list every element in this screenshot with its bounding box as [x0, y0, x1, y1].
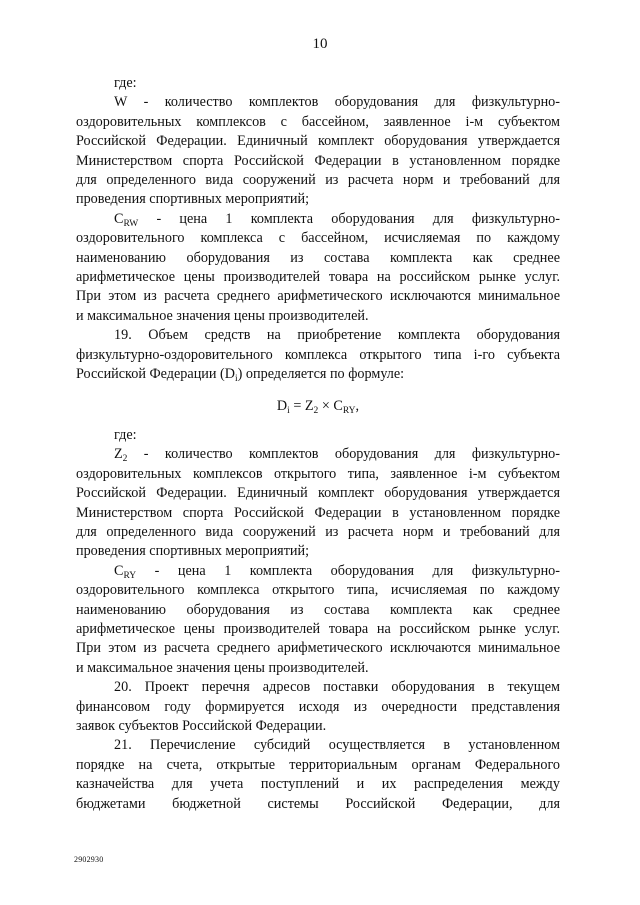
text-line — [76, 190, 560, 209]
text-line — [76, 795, 560, 814]
text-span: и максимальное значения цены производителей. — [76, 307, 369, 324]
text-span: D — [276, 397, 288, 414]
text-span: арифметическое цены производителей товара на российском рынке услуг. — [76, 620, 560, 637]
text-line — [76, 484, 560, 503]
text-line — [76, 620, 560, 639]
text-span: - цена 1 комплекта оборудования для физкультурно- — [138, 210, 560, 227]
text-span: оздоровительных комплексов открытого типа, заявленное i-м субъектом — [76, 465, 560, 482]
text-span: W - количество комплектов оборудования для физкультурно- — [114, 94, 560, 111]
text-line — [76, 326, 560, 345]
text-span: заявок субъектов Российской Федерации. — [76, 718, 327, 734]
text-span: , — [355, 397, 360, 414]
text-span: для определенного вида сооружений из расчета норм и требований для — [76, 172, 560, 189]
text-span: Z — [114, 446, 123, 463]
text-span: проведения спортивных мероприятий; — [76, 543, 310, 560]
text-line — [76, 717, 560, 736]
text-line — [76, 756, 560, 775]
text-line — [76, 93, 560, 112]
subscript: RY — [123, 570, 137, 581]
text-line — [76, 365, 560, 384]
footer-code: 2902930 — [74, 855, 104, 864]
text-span: финансовом году формируется исходя из очередности представления — [76, 698, 560, 715]
document-body — [76, 74, 560, 814]
text-span: 19. Объем средств на приобретение комплекта оборудования — [114, 327, 560, 344]
text-line — [76, 698, 560, 717]
text-line — [76, 171, 560, 190]
text-line — [76, 542, 560, 561]
text-span: При этом из расчета среднего арифметического исключаются минимальное — [76, 288, 560, 305]
text-span: где: — [114, 426, 137, 443]
formula — [76, 385, 560, 426]
text-line — [76, 465, 560, 484]
text-span: Российской Федерации. Единичный комплект оборудования утверждается — [76, 485, 560, 502]
text-line — [76, 426, 560, 445]
text-span: и максимальное значения цены производителей. — [76, 659, 369, 676]
subscript: RW — [123, 218, 139, 229]
subscript: i — [235, 374, 238, 385]
text-line — [76, 445, 560, 464]
text-line — [76, 268, 560, 287]
text-line — [76, 523, 560, 542]
text-span: наименованию оборудования из состава комплекта как среднее — [76, 601, 560, 618]
text-line — [76, 249, 560, 268]
text-span: арифметическое цены производителей товара на российском рынке услуг. — [76, 269, 560, 286]
text-span: - цена 1 комплекта оборудования для физкультурно- — [136, 562, 560, 579]
text-line — [76, 132, 560, 151]
text-line — [76, 229, 560, 248]
text-line — [76, 581, 560, 600]
text-line — [76, 601, 560, 620]
text-line — [76, 152, 560, 171]
text-span: физкультурно-оздоровительного комплекса открытого типа i-го субъекта — [76, 346, 560, 363]
text-span: × C — [318, 397, 343, 414]
text-line — [76, 775, 560, 794]
text-span: оздоровительного комплекса с бассейном, исчисляемая по каждому — [76, 230, 560, 247]
subscript: 2 — [122, 454, 128, 465]
text-span: Министерством спорта Российской Федерации в установленном порядке — [76, 152, 560, 169]
text-span: = Z — [289, 397, 314, 414]
text-line — [76, 659, 560, 678]
subscript: 2 — [313, 405, 319, 416]
text-line — [76, 504, 560, 523]
text-span: наименованию оборудования из состава комплекта как среднее — [76, 249, 560, 266]
text-line — [76, 287, 560, 306]
text-span: где: — [114, 75, 137, 91]
text-span: казначейства для учета поступлений и их распределения между — [76, 776, 560, 793]
text-span: для определенного вида сооружений из расчета норм и требований для — [76, 523, 560, 540]
text-line — [76, 678, 560, 697]
text-span: При этом из расчета среднего арифметического исключаются минимальное — [76, 640, 560, 657]
subscript: i — [287, 405, 290, 416]
text-line — [76, 74, 560, 93]
text-line — [76, 562, 560, 581]
subscript: RY — [342, 405, 356, 416]
text-span: бюджетами бюджетной системы Российской Федерации, для — [76, 795, 560, 812]
text-span: C — [114, 210, 124, 227]
text-span: оздоровительных комплексов с бассейном, заявленное i-м субъектом — [76, 113, 560, 130]
text-span: Министерством спорта Российской Федерации в установленном порядке — [76, 504, 560, 521]
text-span: 20. Проект перечня адресов поставки оборудования в текущем — [114, 679, 560, 696]
text-span: Российской Федерации (D — [76, 366, 235, 383]
text-span: порядке на счета, открытые территориальным органам Федерального — [76, 756, 560, 773]
text-span: проведения спортивных мероприятий; — [76, 191, 310, 208]
text-span: оздоровительного комплекса открытого типа, исчисляемая по каждому — [76, 582, 560, 599]
text-span: 21. Перечисление субсидий осуществляется в установленном — [114, 737, 560, 754]
text-line — [76, 736, 560, 755]
text-line — [76, 307, 560, 326]
text-line — [76, 210, 560, 229]
text-line — [76, 639, 560, 658]
text-line — [76, 346, 560, 365]
text-span: ) определяется по формуле: — [237, 366, 405, 383]
text-span: Российской Федерации. Единичный комплект оборудования утверждается — [76, 133, 560, 150]
page-number: 10 — [312, 36, 328, 52]
text-span: - количество комплектов оборудования для физкультурно- — [127, 446, 560, 463]
text-span: C — [114, 562, 124, 579]
text-line — [76, 113, 560, 132]
